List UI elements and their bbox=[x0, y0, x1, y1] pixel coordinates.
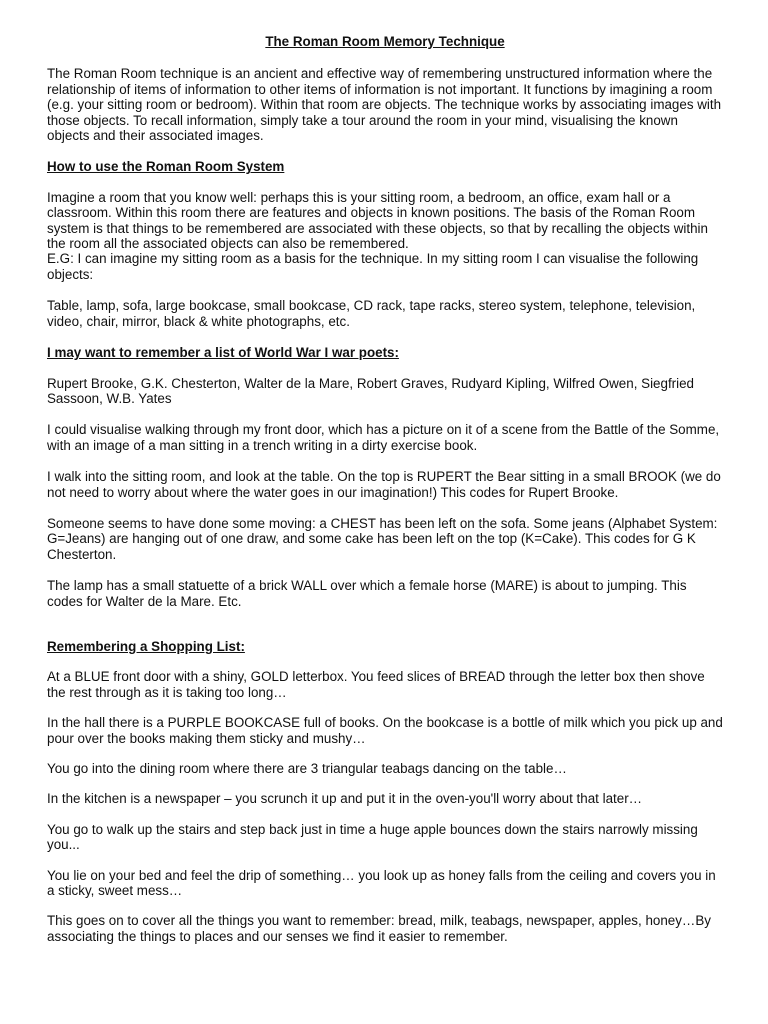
section1-paragraph: E.G: I can imagine my sitting room as a basis for the technique. In my sitting room I can visualise the following objects: bbox=[47, 251, 699, 282]
section3-paragraph: In the hall there is a PURPLE BOOKCASE full of books. On the bookcase is a bottle of milk which you pick up and pour over the books making them sticky and mushy… bbox=[47, 715, 723, 746]
document-page bbox=[47, 34, 723, 959]
section1-paragraph: Table, lamp, sofa, large bookcase, small bookcase, CD rack, tape racks, stereo system, telephone, television, video, chair, mirror, black & white photographs, etc. bbox=[47, 298, 696, 329]
section3-paragraph: In the kitchen is a newspaper – you scrunch it up and put it in the oven-you'll worry about that later… bbox=[47, 791, 643, 807]
document-title: The Roman Room Memory Technique bbox=[265, 34, 505, 49]
section3-paragraph: At a BLUE front door with a shiny, GOLD letterbox. You feed slices of BREAD through the letter box then shove the rest through as it is taking too long… bbox=[47, 669, 705, 700]
section3-paragraph: You go into the dining room where there are 3 triangular teabags dancing on the table… bbox=[47, 761, 567, 776]
section1-paragraph: Imagine a room that you know well: perhaps this is your sitting room, a bedroom, an office, exam hall or a classroom. Within this room there are features and objects in known positions. The basis of the Roman Room system is that things to be remembered are associated with these objects, so that by recalling the objects within the room all the associated objects can also be remembered. bbox=[47, 189, 708, 252]
section2-paragraph: I walk into the sitting room, and look at the table. On the top is RUPERT the Bear sitting in a small BROOK (we do not need to worry about where the water goes in our imagination!) This codes for Rupert Brooke. bbox=[47, 469, 721, 500]
section-heading-shopping-list: Remembering a Shopping List: bbox=[47, 638, 245, 654]
shopping-list-section bbox=[47, 639, 723, 944]
section2-paragraph: The lamp has a small statuette of a brick WALL over which a female horse (MARE) is about to jumping. This codes for Walter de la Mare. Etc. bbox=[47, 578, 687, 609]
section-heading-how-to-use: How to use the Roman Room System bbox=[47, 159, 285, 175]
section2-paragraph: Rupert Brooke, G.K. Chesterton, Walter de la Mare, Robert Graves, Rudyard Kipling, Wilfred Owen, Siegfried Sassoon, W.B. Yates bbox=[47, 375, 694, 406]
section3-paragraph: You lie on your bed and feel the drip of something… you look up as honey falls from the ceiling and covers you in a sticky, sweet mess… bbox=[47, 867, 716, 899]
section-heading-war-poets: I may want to remember a list of World War I war poets: bbox=[47, 345, 399, 361]
section3-paragraph: You go to walk up the stairs and step back just in time a huge apple bounces down the stairs narrowly missing you... bbox=[47, 821, 698, 853]
section3-paragraph: This goes on to cover all the things you want to remember: bread, milk, teabags, newspaper, apples, honey…By associating the things to places and our senses we find it easier to remember. bbox=[47, 913, 711, 944]
intro-paragraph: The Roman Room technique is an ancient and effective way of remembering unstructured information where the relationship of items of information to other items of information is not important. It functions by imagining a room (e.g. your sitting room or bedroom). Within that room are objects. The technique works by associating images with those objects. To recall information, simply take a tour around the room in your mind, visualising the known objects and their associated images. bbox=[47, 66, 722, 144]
section2-paragraph: I could visualise walking through my front door, which has a picture on it of a scene from the Battle of the Somme, with an image of a man sitting in a trench writing in a dirty exercise book. bbox=[47, 422, 720, 453]
section2-paragraph: Someone seems to have done some moving: a CHEST has been left on the sofa. Some jeans (Alphabet System: G=Jeans) are hanging out of one draw, and some cake has been left on the top (K=Cake). This codes for G K Chesterton. bbox=[47, 515, 718, 562]
